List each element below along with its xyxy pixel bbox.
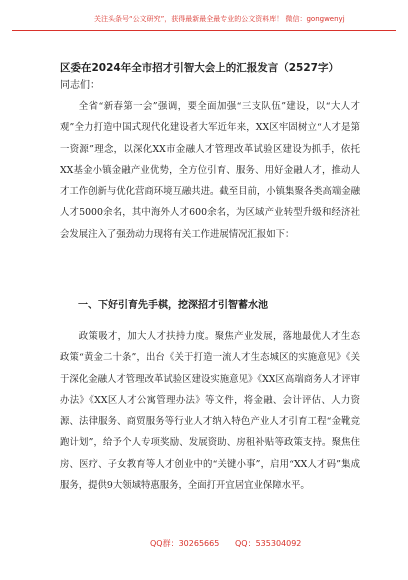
- footer-qq-contact: QQ：535304092: [235, 539, 302, 548]
- paragraph-intro: 全省“新春第一会”强调，要全面加强“三支队伍”建设，以“大人才观”全力打造中国式现代化建设者大军近年来，XX区牢固树立“人才是第一资源”理念，以深化XX市金融人才管理改革试验区建设为抓手，依托XX基金小镇金融产业优势，全方位引育、服务、用好金融人才，推动人才工作创新与优化营商环境互融共进。截至目前，小镇集聚各类高端金融人才5000余名，其中海外人才600余名，为区域产业转型升级和经济社会发展注入了强劲动力现将有关工作进展情况汇报如下：: [60, 101, 361, 240]
- salutation: 同志们：: [60, 80, 100, 91]
- document-title: 区委在2024年全市招才引智大会上的汇报发言（2527字）: [60, 62, 339, 74]
- footer-qq-group: QQ群：30265665: [150, 539, 220, 548]
- header-banner: 关注头条号“公文研究”，获得最新最全最专业的公文资料库！ 微信：gongwenyj: [94, 15, 345, 23]
- header-divider: [12, 30, 396, 31]
- section-heading-1: 一、下好引育先手棋，挖深招才引智蓄水池: [78, 300, 268, 311]
- footer: [0, 537, 408, 551]
- paragraph-policy: 政策吸才，加大人才扶持力度。聚焦产业发展，落地最优人才生态政策“黄金二十条”，出台《关于打造一流人才生态城区的实施意见》《关于深化金融人才管理改革试验区建设实施意见》《XX区高端商务人才评审办法》《XX区人才公寓管理办法》等文件，将金融、会计评估、人力资源、法律服务、商贸服务等行业人才纳入特色产业人才引育工程“金靴竞跑计划”，给予个人专项奖励、发展资助、房租补贴等政策支持。聚焦住房、医疗、子女教育等人才创业中的“关键小事”，启用“XX人才码”集成服务，提供9大领域特惠服务，全面打开宜居宜业保障水平。: [60, 331, 360, 492]
